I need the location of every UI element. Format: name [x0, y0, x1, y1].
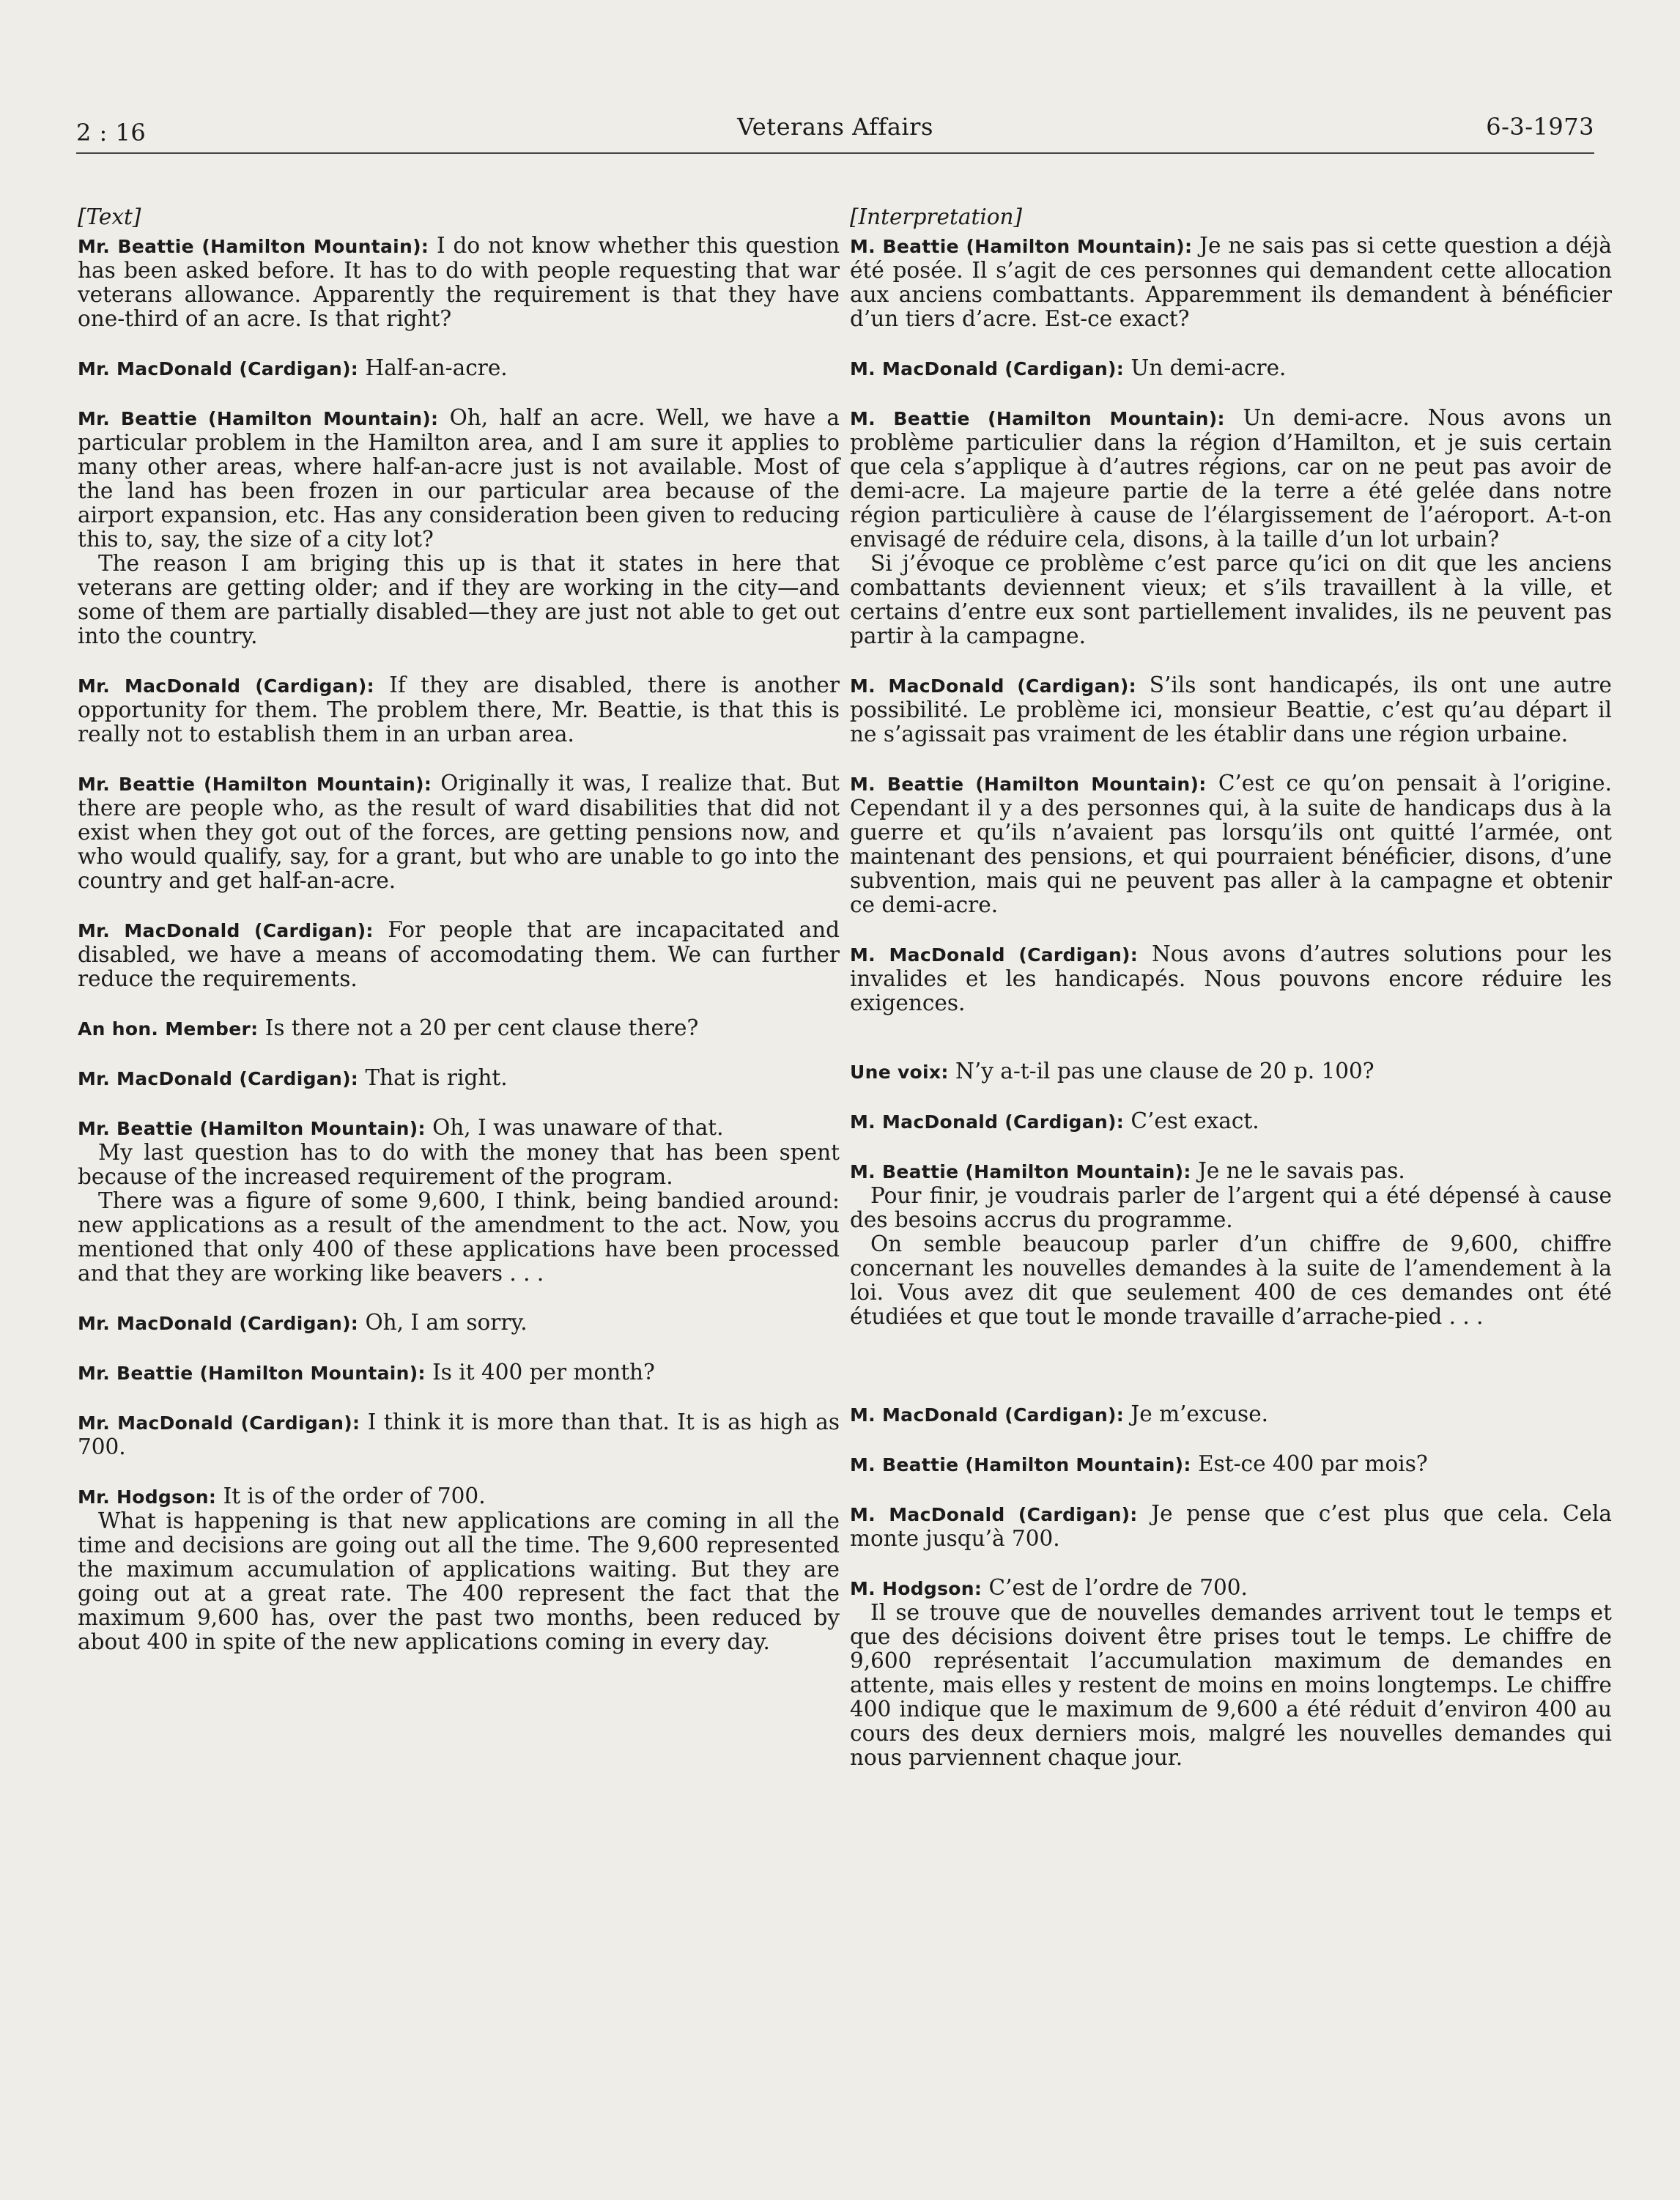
- speech: If they are disabled, there is another opportunity for them. The problem there, Mr. Beattie, is that this is really not to establish them in an urban area.: [78, 673, 840, 747]
- speaker: M. Hodgson:: [850, 1578, 983, 1599]
- speech: Il se trouve que de nouvelles demandes arrivent tout le temps et que des décisions doivent être prises tout le temps. Le chiffre de 9,600 représentait l’accumulation maximum de demandes en attente, mais elles y restent de moins en moins longtemps. Le chiffre 400 indique que le maximum de 9,600 a été réduit d’environ 400 au cours des deux derniers mois, malgré les nouvelles demandes qui nous parviennent chaque jour.: [850, 1600, 1612, 1770]
- speech: C’est exact.: [1124, 1108, 1259, 1133]
- speech: Oh, I am sorry.: [358, 1310, 528, 1335]
- speech: C’est ce qu’on pensait à l’origine. Cependant il y a des personnes qui, à la suite de handicaps dus à la guerre et qu’ils n’avaient pas lorsqu’ils ont quitté l’armée, ont maintenant des pensions, et qui pourraient bénéficier, disons, d’une subvention, mais qui ne peuvent pas aller à la campagne et obtenir ce demi-acre.: [850, 771, 1612, 917]
- speech: Oh, I was unaware of that.: [425, 1115, 724, 1140]
- speech: Half-an-acre.: [358, 355, 508, 380]
- paragraph: [78, 771, 840, 893]
- page-number: 2 : 16: [76, 119, 147, 147]
- paragraph: [78, 1016, 840, 1041]
- paragraph: [850, 1159, 1612, 1184]
- speaker: M. MacDonald (Cardigan):: [850, 1504, 1138, 1525]
- page-header: [76, 108, 1594, 154]
- speaker: Mr. MacDonald (Cardigan):: [78, 1412, 360, 1434]
- speech: What is happening is that new applications are coming in all the time and decisions are going out all the time. The 9,600 represented the maximum accumulation of applications waiting. But they are going out at a great rate. The 400 represent the fact that the maximum 9,600 has, over the past two months, been reduced by about 400 in spite of the new applications coming in every day.: [78, 1508, 840, 1654]
- paragraph: [78, 1360, 840, 1385]
- speaker: Mr. Beattie (Hamilton Mountain):: [78, 1118, 426, 1139]
- speaker: M. MacDonald (Cardigan):: [850, 358, 1125, 379]
- speaker: Mr. Beattie (Hamilton Mountain):: [78, 408, 439, 429]
- speech: I think it is more than that. It is as high as 700.: [78, 1410, 840, 1459]
- paragraph: [78, 1509, 840, 1654]
- speech: Is it 400 per month?: [425, 1360, 655, 1385]
- speech: On semble beaucoup parler d’un chiffre de 9,600, chiffre concernant les nouvelles demandes à la suite de l’amendement à la loi. Vous avez dit que seulement 400 de ces demandes ont été étudiées et que tout le monde travaille d’arrache-pied . . .: [850, 1232, 1612, 1329]
- paragraph: [78, 1484, 840, 1509]
- paragraph: [850, 406, 1612, 552]
- speaker: M. MacDonald (Cardigan):: [850, 1111, 1125, 1133]
- paragraph: [78, 552, 840, 648]
- paragraph: [850, 1402, 1612, 1427]
- speaker: M. Beattie (Hamilton Mountain):: [850, 1454, 1191, 1475]
- speech: Je ne le savais pas.: [1191, 1158, 1405, 1183]
- speech: C’est de l’ordre de 700.: [982, 1575, 1248, 1600]
- paragraph: [850, 1232, 1612, 1329]
- paragraph: [850, 1452, 1612, 1477]
- paragraph: [850, 771, 1612, 917]
- speaker: Mr. MacDonald (Cardigan):: [78, 920, 374, 941]
- paragraph: [78, 673, 840, 747]
- speaker: M. Beattie (Hamilton Mountain):: [850, 408, 1225, 429]
- speaker: An hon. Member:: [78, 1018, 259, 1040]
- paragraph: [850, 1059, 1612, 1084]
- paragraph: [850, 356, 1612, 381]
- running-title: Veterans Affairs: [737, 113, 933, 141]
- page-date: 6-3-1973: [1486, 113, 1594, 141]
- speaker: Mr. MacDonald (Cardigan):: [78, 1068, 359, 1089]
- paragraph: [78, 1141, 840, 1189]
- paragraph: [78, 1116, 840, 1141]
- speaker: M. Beattie (Hamilton Mountain):: [850, 236, 1193, 257]
- speaker: M. MacDonald (Cardigan):: [850, 1404, 1125, 1426]
- paragraph: [78, 406, 840, 552]
- speaker: M. Beattie (Hamilton Mountain):: [850, 1161, 1191, 1182]
- speaker: Mr. MacDonald (Cardigan):: [78, 675, 374, 697]
- speech: Je m’excuse.: [1124, 1401, 1269, 1426]
- paragraph: [850, 552, 1612, 648]
- paragraph: [78, 356, 840, 381]
- paragraph: [850, 1184, 1612, 1232]
- speaker: Mr. Beattie (Hamilton Mountain):: [78, 236, 429, 257]
- paragraph: [850, 1601, 1612, 1770]
- speech: The reason I am briging this up is that it states in here that veterans are getting older; and if they are working in the city—and some of them are partially disabled—they are just not able to get out into the country.: [78, 551, 840, 648]
- english-column: [78, 205, 840, 1654]
- speech: Je ne sais pas si cette question a déjà été posée. Il s’agit de ces personnes qui demandent cette allocation aux anciens combattants. Apparemment ils demandent à bénéficier d’un tiers d’acre. Est-ce exact?: [850, 233, 1613, 331]
- speech: Nous avons d’autres solutions pour les invalides et les handicapés. Nous pouvons encore réduire les exigences.: [850, 941, 1612, 1015]
- paragraph: [78, 918, 840, 991]
- speaker: Une voix:: [850, 1062, 949, 1083]
- speech: It is of the order of 700.: [216, 1484, 486, 1508]
- speech: Oh, half an acre. Well, we have a particular problem in the Hamilton area, and I am sure it applies to many other areas, where half-an-acre just is not available. Most of the land has been frozen in our particular area because of the airport expansion, etc. Has any consideration been given to reducing this to, say, the size of a city lot?: [78, 405, 840, 552]
- speech: Is there not a 20 per cent clause there?: [258, 1015, 699, 1040]
- speech: I do not know whether this question has been asked before. It has to do with people requesting that war veterans allowance. Apparently the requirement is that they have one-third of an acre. Is that right?: [78, 233, 840, 331]
- paragraph: [850, 1502, 1612, 1551]
- speech: My last question has to do with the money that has been spent because of the increased requirement of the program.: [78, 1140, 840, 1189]
- paragraph: [78, 1311, 840, 1336]
- speech: Pour finir, je voudrais parler de l’argent qui a été dépensé à cause des besoins accrus du programme.: [850, 1183, 1612, 1232]
- speech: Je pense que c’est plus que cela. Cela monte jusqu’à 700.: [850, 1501, 1612, 1551]
- paragraph: [78, 1410, 840, 1459]
- text-tag: [Text]: [78, 204, 141, 229]
- speech: That is right.: [358, 1065, 508, 1090]
- paragraph: [78, 1189, 840, 1286]
- speaker: Mr. MacDonald (Cardigan):: [78, 1313, 359, 1334]
- paragraph: [78, 1066, 840, 1091]
- speaker: Mr. Beattie (Hamilton Mountain):: [78, 1363, 426, 1384]
- speech: N’y a-t-il pas une clause de 20 p. 100?: [948, 1059, 1374, 1084]
- paragraph: [850, 234, 1612, 331]
- paragraph: [78, 234, 840, 331]
- interpretation-tag: [Interpretation]: [850, 204, 1023, 229]
- speech: Est-ce 400 par mois?: [1191, 1451, 1428, 1476]
- speaker: Mr. MacDonald (Cardigan):: [78, 358, 359, 379]
- paragraph: [850, 942, 1612, 1015]
- paragraph: [850, 1109, 1612, 1134]
- french-column: [850, 205, 1612, 1770]
- speech: Un demi-acre.: [1124, 355, 1287, 380]
- speaker: M. MacDonald (Cardigan):: [850, 944, 1139, 966]
- speech: S’ils sont handicapés, ils ont une autre possibilité. Le problème ici, monsieur Beattie, c’est qu’au départ il ne s’agissait pas vraiment de les établir dans une région urbaine.: [850, 673, 1612, 747]
- paragraph: [850, 673, 1612, 747]
- speaker: M. Beattie (Hamilton Mountain):: [850, 774, 1207, 795]
- speaker: Mr. Hodgson:: [78, 1486, 217, 1508]
- paragraph: [850, 1576, 1612, 1601]
- speech: Si j’évoque ce problème c’est parce qu’ici on dit que les anciens combattants deviennent vieux; et s’ils travaillent à la ville, et certains d’entre eux sont partiellement invalides, ils ne peuvent pas partir à la campagne.: [850, 551, 1612, 648]
- speech: For people that are incapacitated and disabled, we have a means of accomodating them. We can further reduce the requirements.: [78, 917, 840, 991]
- speech: There was a figure of some 9,600, I think, being bandied around: new applications as a result of the amendment to the act. Now, you mentioned that only 400 of these applications have been processed and that they are working like beavers . . .: [78, 1188, 840, 1286]
- speech: Originally it was, I realize that. But there are people who, as the result of ward disabilities that did not exist when they got out of the forces, are getting pensions now, and who would qualify, say, for a grant, but who are unable to go into the country and get half-an-acre.: [78, 771, 840, 893]
- speaker: Mr. Beattie (Hamilton Mountain):: [78, 774, 432, 795]
- speaker: M. MacDonald (Cardigan):: [850, 675, 1136, 697]
- speech: Un demi-acre. Nous avons un problème particulier dans la région d’Hamilton, et je suis certain que cela s’applique à d’autres régions, car on ne peut pas avoir de demi-acre. La majeure partie de la terre a été gelée dans notre région particulière à cause de l’élargissement de l’aéroport. A-t-on envisagé de réduire cela, disons, à la taille d’un lot urbain?: [850, 405, 1613, 552]
